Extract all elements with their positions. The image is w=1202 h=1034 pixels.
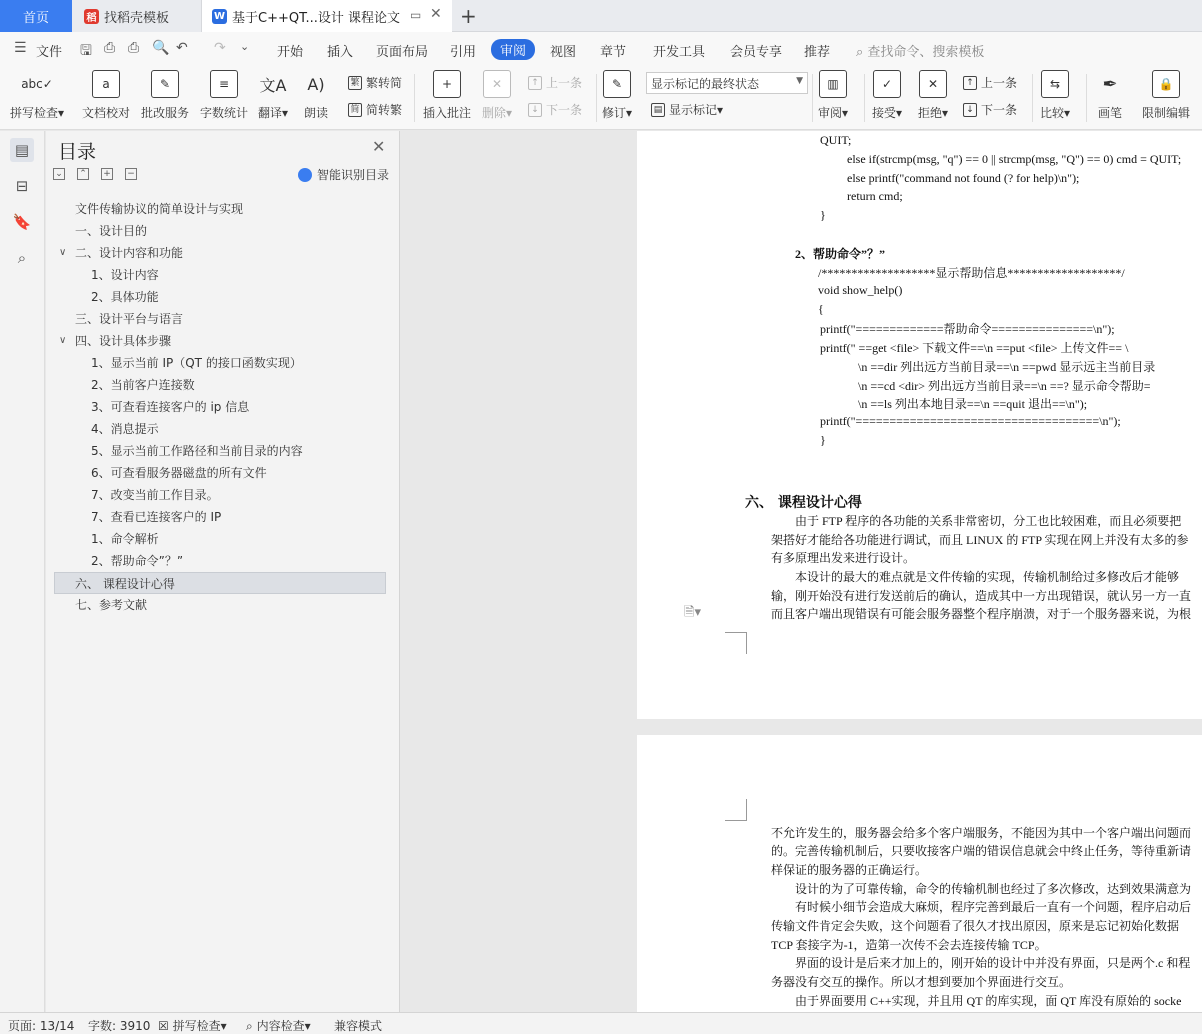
show-markup-icon: ▤	[651, 103, 665, 117]
track-changes-icon: ✎	[603, 70, 631, 98]
customize-toolbar-icon[interactable]: ⌄	[240, 40, 250, 53]
paragraph-line: 务器没有交互的操作。所以才想到要加个界面进行交互。	[771, 975, 1072, 989]
toc-item[interactable]: 7、改变当前工作目录。	[91, 488, 219, 502]
code-line: \n ==dir 列出远方当前目录==\n ==pwd 显示远主当前目录	[858, 360, 1156, 374]
accept-label: 接受	[872, 106, 897, 120]
outline-title: 目录	[58, 141, 97, 163]
search-icon[interactable]: ⌕	[17, 249, 27, 267]
track-changes-button[interactable]: ✎ 修订▾	[602, 70, 632, 124]
menu-developer[interactable]: 开发工具	[653, 45, 706, 60]
code-line: printf(" ==get <file> 下载文件==\n ==put <file> 上传文件== \	[820, 341, 1129, 355]
tab-daoke-label: 找稻壳模板	[104, 10, 170, 26]
menu-page-layout[interactable]: 页面布局	[376, 45, 429, 60]
markup-state-select[interactable]	[646, 72, 808, 94]
page-indicator[interactable]: 页面: 13/14	[8, 1019, 75, 1033]
document-page[interactable]	[637, 131, 1202, 719]
ribbon-separator	[596, 74, 597, 122]
menu-chapter[interactable]: 章节	[600, 45, 627, 60]
content-check-label: 内容检查	[256, 1019, 305, 1033]
chevron-down-icon: ▼	[796, 76, 803, 86]
insert-comment-button[interactable]	[423, 70, 471, 124]
menu-review[interactable]: 审阅	[491, 39, 535, 60]
daoke-logo-icon: 稻	[84, 9, 99, 24]
menu-file[interactable]: 文件	[36, 45, 63, 60]
word-count-label: 字数统计	[200, 106, 249, 120]
subheading: 2、帮助命令”？”	[795, 247, 886, 261]
tab-home-label: 首页	[22, 10, 49, 26]
prev-change-label: 上一条	[981, 76, 1018, 90]
navigation-rail	[0, 131, 45, 1012]
insert-comment-label: 插入批注	[423, 106, 472, 120]
menu-view[interactable]: 视图	[550, 45, 577, 60]
spellcheck-status[interactable]: ☒ 拼写检查▾	[158, 1019, 227, 1033]
code-line: /*******************显示帮助信息*******************/	[818, 266, 1125, 280]
tab-bar	[0, 0, 1202, 32]
paragraph-line: 不允许发生的，服务器会给多个客户端服务，不能因为其中一个客户端出问题而	[771, 826, 1192, 840]
paragraph-line: 架搭好才能给各功能进行调试，而且 LINUX 的 FTP 实现在网上并没有太多的参	[771, 533, 1189, 547]
toc-item[interactable]: 3、可查看连接客户的 ip 信息	[91, 400, 250, 414]
tab-document[interactable]	[202, 0, 452, 32]
word-count-button[interactable]	[200, 70, 248, 124]
toc-item[interactable]: 1、命令解析	[91, 532, 159, 546]
next-comment-label: 下一条	[546, 103, 583, 117]
code-line: QUIT;	[820, 133, 852, 147]
translate-icon: 文A	[259, 75, 287, 95]
doc-proof-icon: a	[92, 70, 120, 98]
code-line: }	[820, 208, 826, 222]
batch-service-icon: ✎	[151, 70, 179, 98]
prev-comment-label: 上一条	[546, 76, 583, 90]
tab-daoke-templates[interactable]	[72, 0, 202, 32]
pin-window-icon[interactable]: ▭	[410, 8, 422, 22]
remove-heading-icon[interactable]: −	[125, 168, 137, 180]
search-icon: ⌕	[856, 45, 864, 60]
review-ribbon	[0, 66, 1202, 130]
print-preview-icon[interactable]: 🔍	[152, 40, 170, 56]
undo-icon[interactable]: ↶	[176, 40, 188, 56]
spellcheck-status-icon: ☒	[158, 1019, 169, 1033]
track-changes-label: 修订	[602, 106, 627, 120]
command-search-placeholder: 查找命令、搜索模板	[867, 45, 985, 60]
menu-insert[interactable]: 插入	[327, 45, 354, 60]
simp-to-trad-icon: 简	[348, 103, 362, 117]
next-change-label: 下一条	[981, 103, 1018, 117]
toc-item[interactable]: 2、帮助命令”？”	[91, 554, 184, 568]
simp-to-trad-label: 简转繁	[366, 103, 403, 117]
chapter-nav-icon[interactable]: ⊟	[15, 177, 29, 195]
reject-label: 拒绝	[918, 106, 943, 120]
command-search[interactable]	[856, 41, 984, 60]
close-icon[interactable]: ✕	[372, 137, 386, 156]
paragraph-line: 输，刚开始没有进行发送前后的确认，造成其中一方出现错误，就认另一方一直	[771, 589, 1192, 603]
restrict-edit-button[interactable]	[1142, 70, 1190, 124]
paragraph-line: 由于界面要用 C++实现，并且用 QT 的库实现，面 QT 库没有原始的 socke	[795, 994, 1182, 1008]
pen-button[interactable]	[1096, 70, 1124, 124]
code-line: }	[820, 433, 826, 447]
toc-item[interactable]: 文件传输协议的简单设计与实现	[75, 202, 244, 216]
paragraph-line: 界面的设计是后来才加上的，刚开始的设计中并没有界面，只是两个.c 和程	[795, 956, 1191, 970]
code-line: return cmd;	[847, 189, 903, 203]
restrict-edit-label: 限制编辑	[1142, 106, 1191, 120]
page-corner-mark	[725, 632, 747, 654]
reject-button[interactable]: ✕ 拒绝▾	[918, 70, 948, 124]
new-tab-icon[interactable]: +	[460, 4, 477, 28]
next-change-icon: ↓	[963, 103, 977, 117]
paragraph-line: 由于 FTP 程序的各功能的关系非常密切，分工也比较困难，而且必须要把	[795, 514, 1182, 528]
translate-button[interactable]: 文A 翻译▾	[258, 70, 288, 124]
spellcheck-button[interactable]: abc✓ 拼写检查▾	[10, 70, 64, 124]
toc-item[interactable]: 一、设计目的	[75, 224, 148, 238]
save-icon[interactable]: 🖫	[80, 43, 92, 59]
toc-item[interactable]: 1、显示当前 IP（QT 的接口函数实现）	[91, 356, 302, 370]
code-line: else if(strcmp(msg, "q") == 0 || strcmp(msg, "Q") == 0) cmd = QUIT;	[847, 152, 1182, 166]
read-aloud-icon: A)	[307, 74, 325, 94]
status-bar	[0, 1012, 1202, 1034]
toc-item[interactable]: 4、消息提示	[91, 422, 159, 436]
ribbon-separator	[864, 74, 865, 122]
next-comment-button[interactable]	[528, 101, 582, 118]
export-pdf-icon[interactable]: ⎙	[104, 40, 116, 56]
toc-item[interactable]: 2、当前客户连接数	[91, 378, 195, 392]
compat-mode-status: 兼容模式	[334, 1019, 383, 1033]
spellcheck-status-label: 拼写检查	[172, 1019, 221, 1033]
expand-up-icon[interactable]: ⌃	[77, 168, 89, 180]
toc-item[interactable]: 三、设计平台与语言	[75, 312, 184, 326]
compare-button[interactable]: ⇆ 比较▾	[1040, 70, 1070, 124]
wps-writer-icon: W	[213, 10, 226, 22]
delete-comment-button[interactable]: ✕ 删除▾	[482, 70, 512, 124]
reject-icon: ✕	[919, 70, 947, 98]
simp-to-trad-button[interactable]	[348, 101, 402, 118]
smart-toc-icon	[298, 168, 312, 182]
prev-comment-icon: ↑	[528, 76, 542, 90]
ribbon-separator	[1086, 74, 1087, 122]
code-line: void show_help()	[818, 283, 903, 297]
close-tab-icon[interactable]: ✕	[430, 6, 442, 22]
paragraph-line: 设计的为了可靠传输，命令的传输机制也经过了多次修改，达到效果满意为	[795, 882, 1192, 896]
review-pane-button[interactable]: ▥ 审阅▾	[818, 70, 848, 124]
content-check-icon: ⌕	[246, 1019, 253, 1033]
document-page[interactable]	[637, 735, 1202, 1012]
show-markup-label: 显示标记	[669, 103, 718, 117]
pen-label: 画笔	[1097, 106, 1122, 120]
toc-item[interactable]: ∨ 二、设计内容和功能	[54, 242, 386, 264]
toc-item[interactable]: 7、查看已连接客户的 IP	[91, 510, 222, 524]
code-line: printf("=============帮助命令===============\n");	[820, 322, 1115, 336]
read-aloud-label: 朗读	[303, 106, 328, 120]
print-icon[interactable]: ⎙	[128, 40, 140, 56]
compare-label: 比较	[1040, 106, 1065, 120]
paragraph-line: 有时候小细节会造成大麻烦，程序完善到最后一直有一个问题，程序启动后	[795, 900, 1192, 914]
paragraph-line: 而且客户端出现错误有可能会服务器整个程序崩溃，对于一个服务器来说，为根	[771, 607, 1192, 621]
pen-icon: ✒	[1102, 73, 1118, 95]
review-pane-label: 审阅	[818, 106, 843, 120]
redo-icon[interactable]: ↷	[214, 40, 226, 56]
hamburger-menu-icon[interactable]: ☰	[14, 40, 27, 56]
prev-change-button[interactable]	[963, 74, 1017, 91]
markup-state-value: 显示标记的最终状态	[651, 77, 760, 91]
accept-icon: ✓	[873, 70, 901, 98]
toc-item[interactable]: 七、参考文献	[75, 598, 148, 612]
doc-proof-button[interactable]	[82, 70, 130, 124]
code-line: printf("====================================\n");	[820, 414, 1121, 428]
word-count[interactable]: 字数: 3910	[88, 1019, 151, 1033]
next-comment-icon: ↓	[528, 103, 542, 117]
paragraph-line: 样保证的服务器的正确运行。	[771, 863, 928, 877]
outline-nav-icon[interactable]: ▤	[10, 138, 34, 162]
read-aloud-button[interactable]	[302, 70, 330, 124]
word-count-icon: ≡	[210, 70, 238, 98]
section-heading: 六、 课程设计心得	[745, 495, 862, 511]
review-pane-icon: ▥	[819, 70, 847, 98]
delete-comment-icon: ✕	[483, 70, 511, 98]
smart-toc-button[interactable]	[298, 166, 389, 183]
insert-comment-icon: +	[433, 70, 461, 98]
toc-item-selected[interactable]: 六、 课程设计心得	[54, 572, 386, 594]
smart-toc-label: 智能识别目录	[317, 168, 390, 182]
next-change-button[interactable]	[963, 101, 1017, 118]
content-check-status[interactable]: ⌕ 内容检查▾	[246, 1019, 311, 1033]
batch-service-button[interactable]	[141, 70, 189, 124]
tab-home[interactable]	[0, 0, 72, 32]
translate-label: 翻译	[258, 106, 283, 120]
chevron-down-icon[interactable]: ∨	[59, 335, 67, 346]
toc-item[interactable]: 5、显示当前工作路径和当前目录的内容	[91, 444, 303, 458]
ribbon-separator	[414, 74, 415, 122]
prev-comment-button[interactable]	[528, 74, 582, 91]
paragraph-line: 的。完善传输机制后，只要收接客户端的错误信息就会中终止任务，等待重新请	[771, 844, 1192, 858]
ribbon-separator	[1032, 74, 1033, 122]
spellcheck-icon: abc✓	[21, 77, 53, 91]
toc-item[interactable]: 6、可查看服务器磁盘的所有文件	[91, 466, 267, 480]
menu-bar	[0, 32, 1202, 66]
paragraph-line: 有多原理出发来进行设计。	[771, 551, 916, 565]
ribbon-separator	[812, 74, 813, 122]
menu-start[interactable]: 开始	[277, 45, 304, 60]
page-corner-mark	[725, 799, 747, 821]
accept-button[interactable]: ✓ 接受▾	[872, 70, 902, 124]
toc-item[interactable]: 2、具体功能	[91, 290, 159, 304]
toc-item[interactable]: ∨ 四、设计具体步骤	[54, 330, 386, 352]
bookmark-icon[interactable]: 🔖	[12, 213, 32, 231]
paragraph-line: 本设计的最大的难点就是文件传输的实现，传输机制给过多修改后才能够	[795, 570, 1180, 584]
doc-proof-label: 文档校对	[82, 106, 131, 120]
trad-to-simp-button[interactable]	[348, 74, 402, 91]
paragraph-line: TCP 套接字为-1，造第一次传不会去连接传输 TCP。	[771, 938, 1047, 952]
code-line: else printf("command not found (? for help)\n");	[847, 171, 1080, 185]
batch-service-label: 批改服务	[141, 106, 190, 120]
add-heading-icon[interactable]: +	[101, 168, 113, 180]
code-line: \n ==ls 列出本地目录==\n ==quit 退出==\n");	[858, 397, 1088, 411]
document-area[interactable]	[401, 131, 1202, 1012]
code-line: \n ==cd <dir> 列出远方当前目录==\n ==? 显示命令帮助=	[858, 379, 1151, 393]
menu-member[interactable]: 会员专享	[730, 45, 783, 60]
chevron-down-icon[interactable]: ∨	[59, 247, 67, 258]
menu-reference[interactable]: 引用	[450, 45, 477, 60]
menu-recommend[interactable]: 推荐	[804, 45, 831, 60]
compare-icon: ⇆	[1041, 70, 1069, 98]
paragraph-layout-icon[interactable]: 🗎▾	[684, 605, 701, 620]
trad-to-simp-icon: 繁	[348, 76, 362, 90]
prev-change-icon: ↑	[963, 76, 977, 90]
paragraph-line: 传输文件肯定会失败，这个问题看了很久才找出原因，原来是忘记初始化数据	[771, 919, 1180, 933]
tab-document-label: 基于C++QT...设计 课程论文	[232, 10, 401, 26]
delete-comment-label: 删除	[482, 106, 507, 120]
toc-item[interactable]: 1、设计内容	[91, 268, 159, 282]
collapse-all-icon[interactable]: ⌄	[53, 168, 65, 180]
code-line: {	[818, 302, 824, 316]
trad-to-simp-label: 繁转简	[366, 76, 403, 90]
spellcheck-label: 拼写检查	[10, 106, 59, 120]
show-markup-button[interactable]: ▤ 显示标记 ▾	[651, 101, 723, 118]
outline-panel	[46, 131, 400, 1012]
lock-icon: 🔒	[1152, 70, 1180, 98]
